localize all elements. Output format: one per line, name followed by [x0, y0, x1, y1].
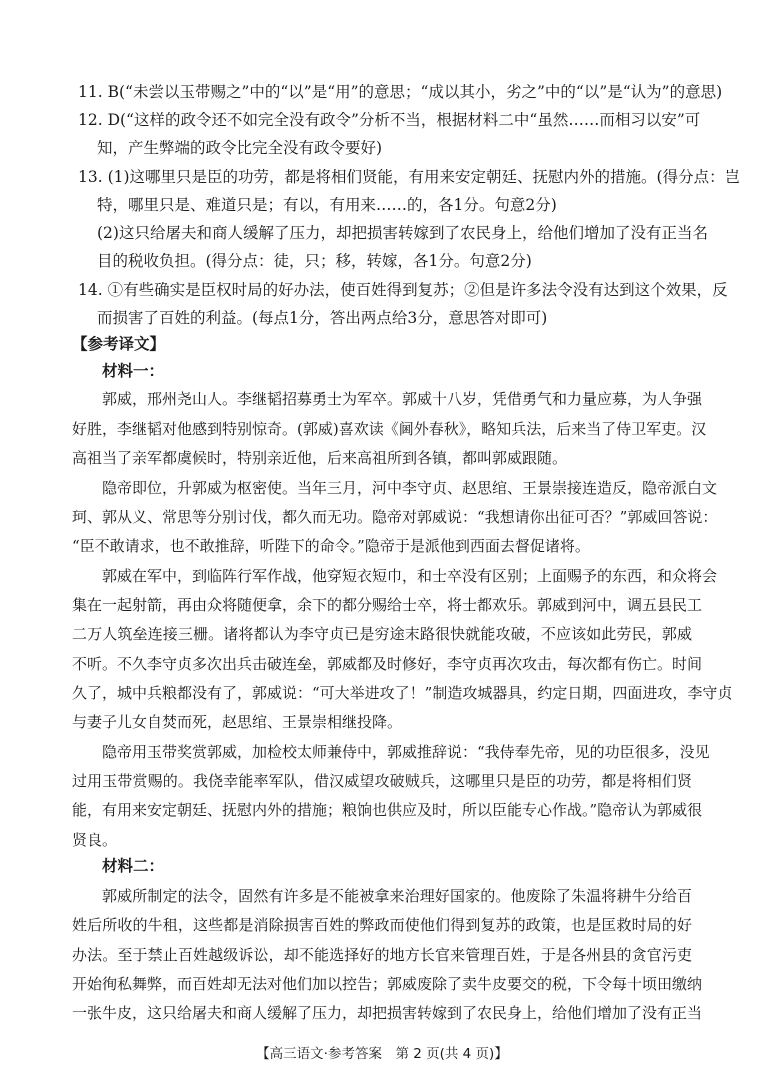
answer-13-1-line-2: 特，哪里只是、难道只是；有以，有用来……的，各1分。句意2分)	[97, 196, 557, 214]
material-1-line: 与妻子儿女自焚而死，赵思绾、王景崇相继投降。	[72, 713, 403, 731]
material-1-line: 郭威在军中，到临阵行军作战，他穿短衣短巾，和士卒没有区别；上面赐予的东西，和众将会	[102, 567, 718, 585]
material-2-title: 材料二：	[102, 856, 165, 875]
answer-12-line-1: 12. D(“这样的政令还不如完全没有政令”分析不当，根据材料二中“虽然……而相习以安”可	[78, 111, 701, 129]
answer-14-line-1: 14. ①有些确实是臣权时局的好办法，使百姓得到复苏；②但是许多法令没有达到这个效果，反	[78, 281, 728, 299]
material-2-line: 开始徇私舞弊，而百姓却无法对他们加以控告；郭威废除了卖牛皮要交的税，下令每十顷田缴纳	[72, 975, 703, 993]
answer-13-2-line-1: (2)这只给屠夫和商人缓解了压力，却把损害转嫁到了农民身上，给他们增加了没有正当名	[97, 224, 708, 242]
answer-14-line-2: 而损害了百姓的利益。(每点1分，答出两点给3分，意思答对即可)	[97, 309, 548, 327]
material-1-line: 久了，城中兵粮都没有了，郭威说：“可大举进攻了！”制造攻城器具，约定日期，四面进攻，李守贞	[72, 684, 733, 702]
material-1-line: 贤良。	[72, 831, 118, 849]
material-1-line: “臣不敢请求，也不敢推辞，听陛下的命令。”隐帝于是派他到西面去督促诸将。	[72, 537, 590, 555]
material-1-line: 二万人筑垒连接三栅。诸将都认为李守贞已是穷途末路很快就能攻破，不应该如此劳民，郭威	[72, 625, 692, 643]
material-2-line: 郭威所制定的法令，固然有许多是不能被拿来治理好国家的。他废除了朱温将耕牛分给百	[102, 887, 692, 905]
material-2-line: 一张牛皮，这只给屠夫和商人缓解了压力，却把损害转嫁到了农民身上，给他们增加了没有正当	[72, 1004, 703, 1022]
page-footer: 【高三语文·参考答案 第 2 页(共 4 页)】	[256, 1046, 508, 1062]
material-1-line: 隐帝用玉带奖赏郭威，加检校太师兼侍中，郭威推辞说：“我侍奉先帝，见的功臣很多，没见	[102, 743, 710, 761]
answer-11: 11. B(“未尝以玉带赐之”中的“以”是“用”的意思；“成以其小，劣之”中的“以”是“认为”的意思)	[78, 83, 723, 101]
answer-13-1-line-1: 13. (1)这哪里只是臣的功劳，都是将相们贤能，有用来安定朝廷、抚慰内外的措施。(得分点：岂	[78, 168, 741, 186]
answer-12-line-2: 知，产生弊端的政令比完全没有政令要好)	[97, 139, 383, 157]
material-1-line: 过用玉带赏赐的。我侥幸能率军队，借汉威望攻破贼兵，这哪里只是臣的功劳，都是将相们贤	[72, 772, 692, 790]
material-1-title: 材料一：	[102, 361, 165, 380]
reference-translation-heading: 【参考译文】	[72, 334, 166, 353]
material-1-line: 能，有用来安定朝廷、抚慰内外的措施；粮饷也供应及时，所以臣能专心作战。”隐帝认为郭威很	[72, 801, 703, 819]
material-1-line: 好胜，李继韬对他感到特别惊奇。(郭威)喜欢读《阃外春秋》，略知兵法，后来当了侍卫军吏。汉	[72, 420, 707, 438]
material-1-line: 郭威，邢州尧山人。李继韬招募勇士为军卒。郭威十八岁，凭借勇气和力量应募，为人争强	[102, 390, 703, 408]
material-1-line: 珂、郭从义、常思等分别讨伐，都久而无功。隐帝对郭威说：“我想请你出征可否？”郭威回答说：	[72, 508, 718, 526]
material-1-line: 不听。不久李守贞多次出兵击破连垒，郭威都及时修好，李守贞再次攻击，每次都有伤亡。时间	[72, 655, 703, 673]
material-2-line: 办法。至于禁止百姓越级诉讼，却不能选择好的地方长官来管理百姓，于是各州县的贪官污吏	[72, 946, 692, 964]
material-1-line: 高祖当了亲军都虞候时，特别亲近他，后来高祖所到各镇，都叫郭威跟随。	[72, 449, 568, 467]
material-1-line: 隐帝即位，升郭威为枢密使。当年三月，河中李守贞、赵思绾、王景崇接连造反，隐帝派白文	[102, 479, 718, 497]
material-1-line: 集在一起射箭，再由众将随便拿，余下的都分赐给士卒，将士都欢乐。郭威到河中，调五县民工	[72, 596, 703, 614]
material-2-line: 姓后所收的牛租，这些都是消除损害百姓的弊政而使他们得到复苏的政策，也是匡救时局的好	[72, 916, 692, 934]
answer-13-2-line-2: 目的税收负担。(得分点：徒，只；移，转嫁，各1分。句意2分)	[97, 252, 532, 270]
